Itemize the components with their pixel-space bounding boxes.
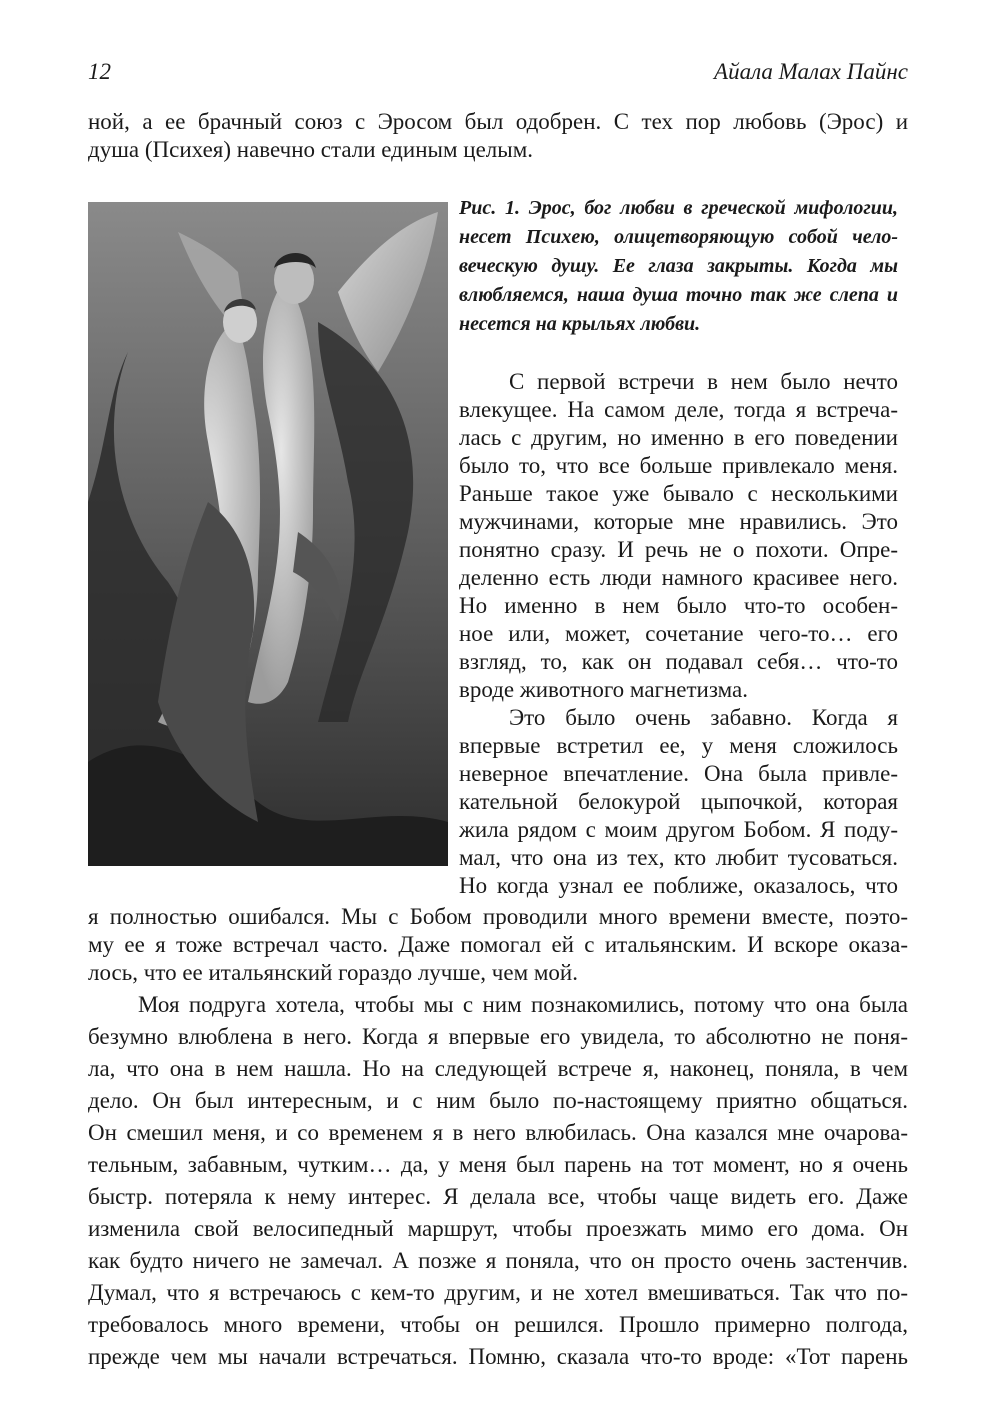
figure-caption-line: несется на крыльях любви. bbox=[459, 313, 701, 335]
running-title: Айала Малах Пайнс bbox=[714, 59, 908, 84]
text-line: тельным, забавным, чутким… да, у меня был парень на тот момент, но я очень bbox=[88, 1152, 908, 1177]
figure-caption-line: веческую душу. Ее глаза закрыты. Когда мы bbox=[459, 255, 898, 277]
text-line: влекущее. На самом деле, тогда я встреча- bbox=[459, 397, 898, 422]
text-line: мужчинами, которые мне нравились. Это bbox=[459, 509, 898, 534]
figure-caption-line: Рис. 1. Эрос, бог любви в греческой мифологии, bbox=[459, 197, 898, 219]
figure-caption-line: влюбляемся, наша душа точно так же слепа и bbox=[459, 284, 898, 306]
text-line: я полностью ошибался. Мы с Бобом проводили много времени вместе, поэто- bbox=[88, 904, 908, 929]
text-line: лось, что ее итальянский гораздо лучше, чем мой. bbox=[88, 960, 578, 985]
text-line: как будто ничего не замечал. А позже я поняла, что он просто очень застенчив. bbox=[88, 1248, 908, 1273]
text-line: понятно сразу. И речь не о похоти. Опре- bbox=[459, 537, 898, 562]
text-line: Но именно в нем было что-то особен- bbox=[459, 593, 898, 618]
text-line: требовалось много времени, чтобы он решился. Прошло примерно полгода, bbox=[88, 1312, 908, 1337]
text-line: лась с другим, но именно в его поведении bbox=[459, 425, 898, 450]
text-line: взгляд, то, как он подавал себя… что-то bbox=[459, 649, 898, 674]
text-line: мал, что она из тех, кто любит тусоваться. bbox=[459, 845, 898, 870]
text-line: впервые встретил ее, у меня сложилось bbox=[459, 733, 898, 758]
text-line: было то, что все больше привлекало меня. bbox=[459, 453, 898, 478]
text-line: неверное впечатление. Она была привле- bbox=[459, 761, 898, 786]
text-line: ла, что она в нем нашла. Но на следующей встрече я, наконец, поняла, в чем bbox=[88, 1056, 908, 1081]
figure-caption-line: несет Психею, олицетворяющую собой чело- bbox=[459, 226, 898, 248]
text-line: Думал, что я встречаюсь с кем-то другим, и не хотел вмешиваться. Так что по- bbox=[88, 1280, 908, 1305]
text-line: му ее я тоже встречал часто. Даже помогал ей с итальянским. И вскоре оказа- bbox=[88, 932, 908, 957]
text-line: ной, а ее брачный союз с Эросом был одобрен. С тех пор любовь (Эрос) и bbox=[88, 109, 908, 134]
text-line: Моя подруга хотела, чтобы мы с ним познакомились, потому что она была bbox=[138, 992, 908, 1017]
text-line: дело. Он был интересным, и с ним было по-настоящему приятно общаться. bbox=[88, 1088, 908, 1113]
text-line: жила рядом с моим другом Бобом. Я поду- bbox=[459, 817, 898, 842]
eros-and-psyche-painting-icon bbox=[88, 202, 448, 866]
text-line: деленно есть люди намного красивее него. bbox=[459, 565, 898, 590]
text-line: ное или, может, сочетание чего-то… его bbox=[459, 621, 898, 646]
text-line: изменила свой велосипедный маршрут, чтобы проезжать мимо его дома. Он bbox=[88, 1216, 908, 1241]
text-line: Он смешил меня, и со временем я в него влюбилась. Она казался мне очарова- bbox=[88, 1120, 908, 1145]
text-line: быстр. потеряла к нему интерес. Я делала все, чтобы чаще видеть его. Даже bbox=[88, 1184, 908, 1209]
figure-image bbox=[88, 202, 448, 866]
text-line: Это было очень забавно. Когда я bbox=[509, 705, 898, 730]
text-line: Но когда узнал ее поближе, оказалось, что bbox=[459, 873, 898, 898]
text-line: прежде чем мы начали встречаться. Помню, сказала что-то вроде: «Тот парень bbox=[88, 1344, 908, 1369]
text-line: Раньше такое уже бывало с несколькими bbox=[459, 481, 898, 506]
text-line: душа (Психея) навечно стали единым целым. bbox=[88, 137, 534, 162]
text-line: кательной белокурой цыпочкой, которая bbox=[459, 789, 898, 814]
text-line: безумно влюблена в него. Когда я впервые его увидела, то абсолютно не поня- bbox=[88, 1024, 908, 1049]
text-line: С первой встречи в нем было нечто bbox=[509, 369, 898, 394]
page-number: 12 bbox=[88, 59, 111, 84]
running-head bbox=[88, 56, 908, 88]
text-line: вроде животного магнетизма. bbox=[459, 677, 748, 702]
